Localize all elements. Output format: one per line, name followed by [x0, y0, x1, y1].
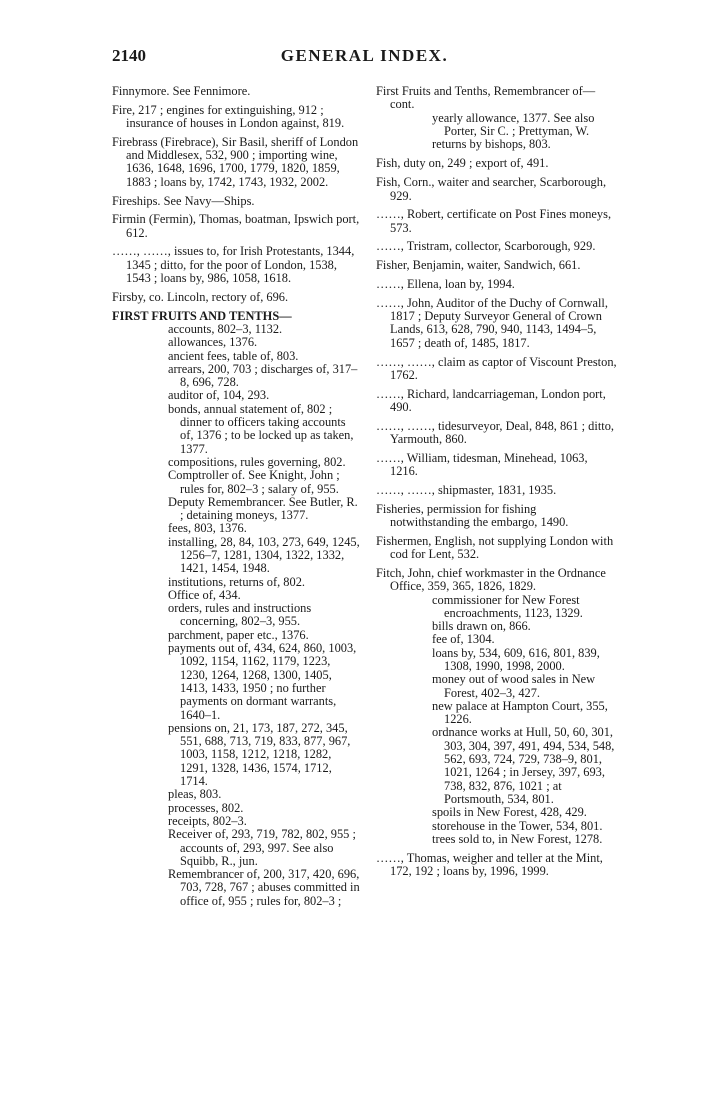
index-entry: ……, Thomas, weigher and teller at the Mint, 172, 192 ; loans by, 1996, 1999.	[376, 851, 603, 879]
page-title: GENERAL INDEX.	[280, 46, 449, 65]
index-entry: ……, ……, tidesurveyor, Deal, 848, 861 ; ditto, Yarmouth, 860.	[376, 418, 614, 447]
subentry: Office of, 434.	[168, 587, 241, 602]
page-number: 2140	[112, 46, 146, 65]
subentry: allowances, 1376.	[168, 335, 258, 350]
index-entry: Fish, Corn., waiter and searcher, Scarborough, 929.	[376, 175, 607, 203]
subentry: ordnance works at Hull, 50, 60, 301, 303, 304, 397, 491, 494, 534, 548, 562, 693, 724, 729, 738–9, 801, 1021, 1264 ; in Jersey, 397, 693, 738, 832, 876, 1021 ; at Portsmouth, 534, 801.	[432, 725, 615, 806]
fitch-subentries	[376, 594, 618, 847]
subentry: bonds, annual statement of, 802 ; dinner to officers taking accounts of, 1376 ; to be locked up as taken, 1377.	[168, 401, 354, 456]
fitch-heading: Fitch, John, chief workmaster in the Ordnance Office, 359, 365, 1826, 1829.	[376, 565, 606, 594]
index-entry: ……, ……, shipmaster, 1831, 1935.	[376, 482, 557, 497]
index-entry: ……, John, Auditor of the Duchy of Cornwall, 1817 ; Deputy Surveyor General of Crown Lands, 613, 628, 790, 940, 1143, 1494–5, 1657 ; death of, 1485, 1817.	[376, 295, 608, 350]
first-fruits-subentries	[112, 323, 360, 908]
index-entry: Fisheries, permission for fishing notwithstanding the embargo, 1490.	[376, 501, 569, 530]
subentry: pensions on, 21, 173, 187, 272, 345, 551, 688, 713, 719, 833, 877, 967, 1003, 1158, 1212, 1218, 1282, 1291, 1328, 1436, 1574, 1712, 1714.	[168, 720, 351, 789]
index-entry: ……, Robert, certificate on Post Fines moneys, 573.	[376, 207, 612, 235]
left-column	[112, 85, 360, 908]
subentry: Deputy Remembrancer. See Butler, R. ; detaining moneys, 1377.	[168, 494, 358, 523]
subentry: receipts, 802–3.	[168, 813, 247, 828]
subentry: arrears, 200, 703 ; discharges of, 317–8, 696, 728.	[168, 361, 358, 390]
subentry: institutions, returns of, 802.	[168, 574, 305, 589]
subentry: storehouse in the Tower, 534, 801.	[432, 818, 603, 833]
subentry: Receiver of, 293, 719, 782, 802, 955 ; accounts of, 293, 997. See also Squibb, R., jun.	[168, 827, 356, 868]
subentry: accounts, 802–3, 1132.	[168, 321, 283, 336]
subentry: auditor of, 104, 293.	[168, 388, 270, 403]
subentry: ancient fees, table of, 803.	[168, 348, 299, 363]
index-entry: Fisher, Benjamin, waiter, Sandwich, 661.	[376, 258, 581, 273]
subentry: orders, rules and instructions concerning, 802–3, 955.	[168, 601, 312, 629]
index-entry: ……, ……, claim as captor of Viscount Preston, 1762.	[376, 354, 617, 382]
subentry: pleas, 803.	[168, 787, 222, 802]
subentry: fee of, 1304.	[432, 632, 495, 647]
subentry: Comptroller of. See Knight, John ; rules for, 802–3 ; salary of, 955.	[168, 468, 340, 496]
subentry: fees, 803, 1376.	[168, 521, 247, 536]
index-entry: ……, William, tidesman, Minehead, 1063, 1216.	[376, 450, 588, 479]
subentry: bills drawn on, 866.	[432, 619, 531, 634]
index-entry: ……, ……, issues to, for Irish Protestants, 1344, 1345 ; ditto, for the poor of London, 1538, 1543 ; loans by, 986, 1058, 1618.	[112, 244, 355, 286]
subentry: trees sold to, in New Forest, 1278.	[432, 831, 603, 846]
right-column	[376, 85, 618, 884]
subentry: payments out of, 434, 624, 860, 1003, 1092, 1154, 1162, 1179, 1223, 1230, 1264, 1268, 1300, 1405, 1413, 1433, 1950 ; no further payments on dormant warrants, 1640–1.	[168, 641, 357, 722]
index-entry: Firebrass (Firebrace), Sir Basil, sheriff of London and Middlesex, 532, 900 ; importing wine, 1636, 1648, 1696, 1700, 1779, 1820, 1859, 1883 ; loans by, 1742, 1743, 1932, 2002.	[112, 134, 359, 189]
subentry: installing, 28, 84, 103, 273, 649, 1245, 1256–7, 1281, 1304, 1322, 1332, 1421, 1454, 1948.	[168, 534, 360, 576]
index-entry: Firmin (Fermin), Thomas, boatman, Ipswich port, 612.	[112, 212, 360, 240]
subentry: Remembrancer of, 200, 317, 420, 696, 703, 728, 767 ; abuses committed in office of, 955 ; rules for, 802–3 ;	[168, 867, 360, 908]
subentry: parchment, paper etc., 1376.	[168, 627, 309, 642]
index-entry: ……, Richard, landcarriageman, London port, 490.	[376, 386, 606, 414]
index-entry: ……, Ellena, loan by, 1994.	[376, 277, 515, 292]
index-entry: Fireships. See Navy—Ships.	[112, 193, 255, 208]
subentry: compositions, rules governing, 802.	[168, 454, 346, 469]
index-entry: Fire, 217 ; engines for extinguishing, 912 ; insurance of houses in London against, 819.	[112, 102, 345, 131]
subentry: money out of wood sales in New Forest, 402–3, 427.	[432, 672, 596, 700]
index-entry: ……, Tristram, collector, Scarborough, 929.	[376, 239, 596, 254]
subentry: new palace at Hampton Court, 355, 1226.	[432, 698, 608, 727]
index-entry: Firsby, co. Lincoln, rectory of, 696.	[112, 289, 289, 304]
first-fruits-heading: FIRST FRUITS AND TENTHS—	[112, 308, 292, 323]
continued-heading: First Fruits and Tenths, Remembrancer of—cont.	[376, 84, 596, 112]
index-entry: Finnymore. See Fennimore.	[112, 84, 251, 98]
subentry: returns by bishops, 803.	[432, 137, 551, 152]
subentry: yearly allowance, 1377. See also Porter, Sir C. ; Prettyman, W.	[432, 110, 595, 138]
subentry: processes, 802.	[168, 800, 244, 815]
subentry: spoils in New Forest, 428, 429.	[432, 805, 587, 820]
subentry: loans by, 534, 609, 616, 801, 839, 1308, 1990, 1998, 2000.	[432, 645, 600, 673]
page-header	[112, 46, 617, 70]
index-entry: Fishermen, English, not supplying London with cod for Lent, 532.	[376, 533, 614, 562]
subentry: commissioner for New Forest encroachments, 1123, 1329.	[432, 592, 583, 620]
index-entry: Fish, duty on, 249 ; export of, 491.	[376, 156, 549, 171]
